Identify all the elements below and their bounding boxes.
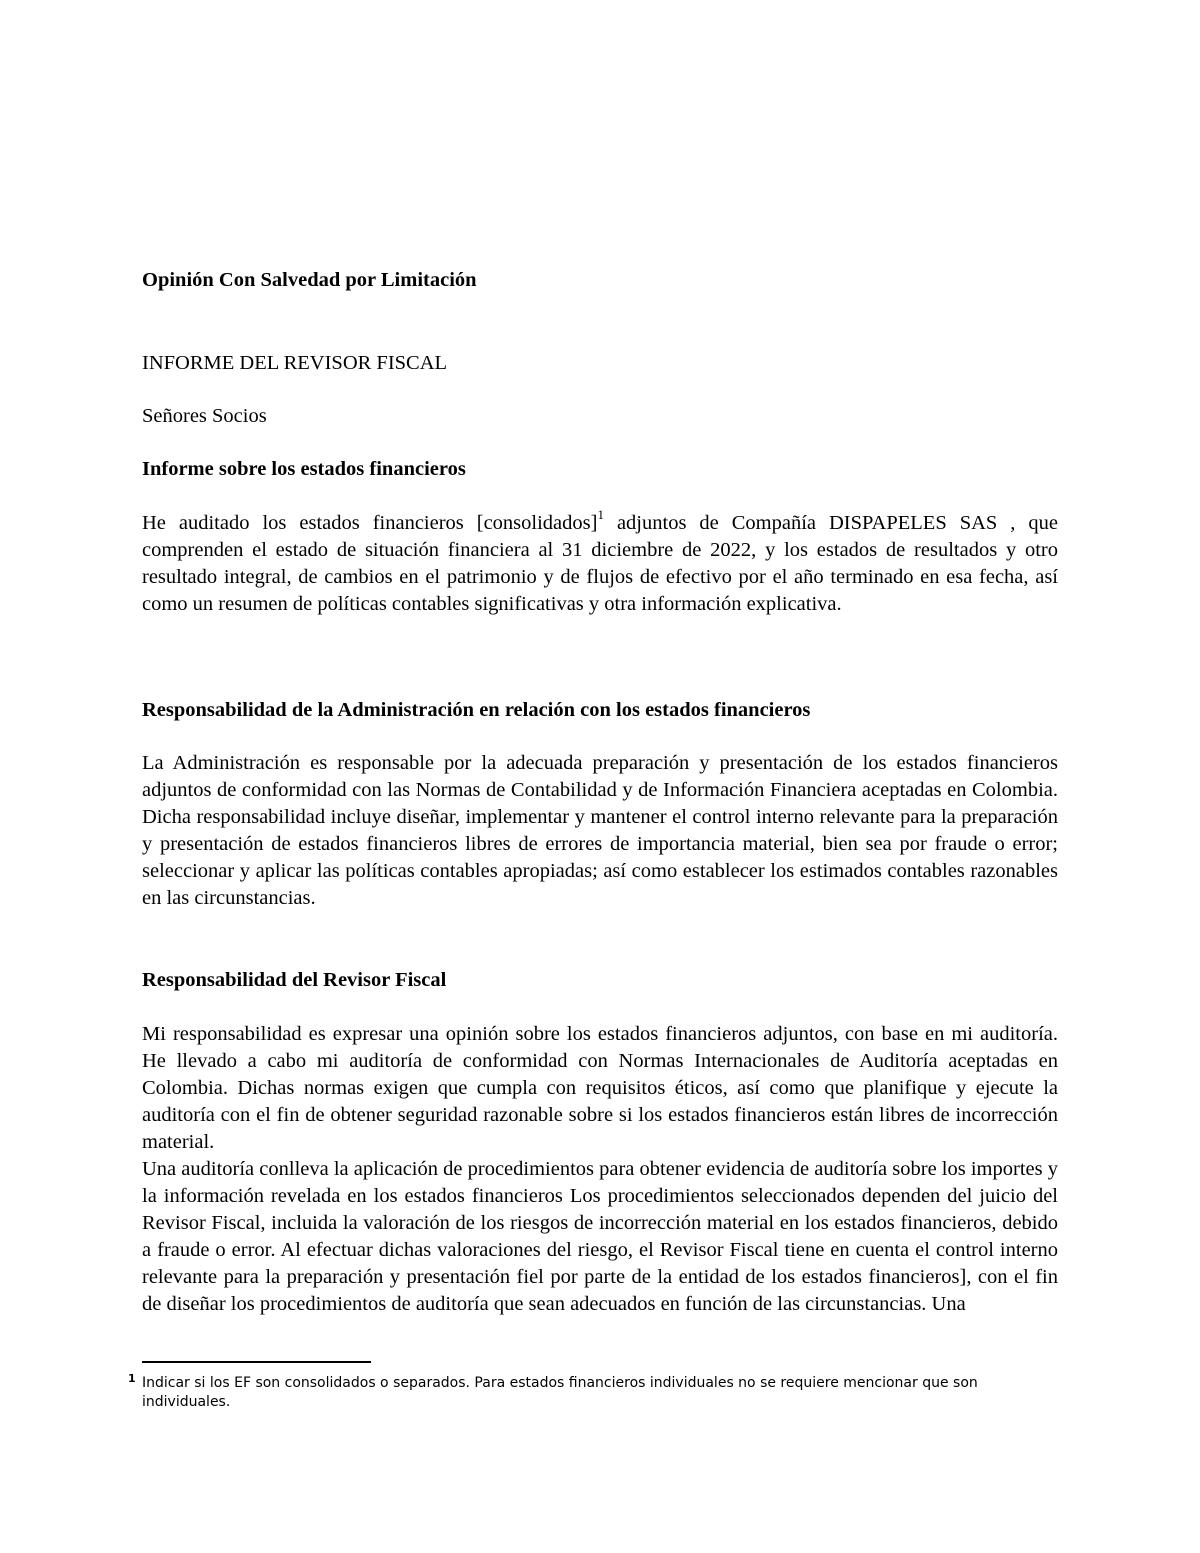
management-responsibility-paragraph: La Administración es responsable por la adecuada preparación y presentación de los estados financieros adjuntos de conformidad con las Normas de Contabilidad y de Información Financiera aceptadas en Colombia. Dicha responsabilidad incluye diseñar, implementar y mantener el control interno relevante para la preparación y presentación de estados financieros libres de errores de importancia material, bien sea por fraude o error; seleccionar y aplicar las políticas contables apropiadas; así como establecer los estimados contables razonables en las circunstancias. — [142, 752, 1058, 909]
paragraph-text-before-ref: He auditado los estados financieros [consolidados] — [142, 512, 598, 534]
salutation: Señores Socios — [142, 405, 267, 427]
footnote-number: 1 — [128, 1372, 136, 1385]
paragraph-text-after-ref: adjuntos de Compañía DISPAPELES SAS , que comprenden el estado de situación financiera al 31 diciembre de 2022, y los estados de resultados y otro resultado integral, de cambios en el patrimonio y de flujos de efectivo por el año terminado en esa fecha, así como un resumen de políticas contables significativas y otra información explicativa. — [142, 512, 1059, 615]
report-title: INFORME DEL REVISOR FISCAL — [142, 352, 448, 374]
management-responsibility-heading: Responsabilidad de la Administración en relación con los estados financieros — [142, 699, 811, 721]
auditor-responsibility-paragraph-1: Mi responsabilidad es expresar una opinión sobre los estados financieros adjuntos, con base en mi auditoría. He llevado a cabo mi auditoría de conformidad con Normas Internacionales de Auditoría aceptadas en Colombia. Dichas normas exigen que cumpla con requisitos éticos, así como que planifique y ejecute la auditoría con el fin de obtener seguridad razonable sobre si los estados financieros están libres de incorrección material. — [142, 1023, 1058, 1153]
footnote-separator — [142, 1361, 371, 1363]
footnote-text: Indicar si los EF son consolidados o separados. Para estados financieros individuales no se requiere mencionar que son individuales. — [142, 1375, 978, 1410]
financial-statements-paragraph — [142, 507, 1059, 618]
auditor-responsibility-paragraph-2: Una auditoría conlleva la aplicación de procedimientos para obtener evidencia de auditoría sobre los importes y la información revelada en los estados financieros Los procedimientos seleccionados dependen del juicio del Revisor Fiscal, incluida la valoración de los riesgos de incorrección material en los estados financieros, debido a fraude o error. Al efectuar dichas valoraciones del riesgo, el Revisor Fiscal tiene en cuenta el control interno relevante para la preparación y presentación fiel por parte de la entidad de los estados financieros], con el fin de diseñar los procedimientos de auditoría que sean adecuados en función de las circunstancias. Una — [142, 1158, 1058, 1315]
auditor-responsibility-heading: Responsabilidad del Revisor Fiscal — [142, 969, 447, 991]
footnote — [128, 1372, 1058, 1412]
footnote-reference[interactable]: 1 — [597, 507, 604, 523]
financial-statements-heading: Informe sobre los estados financieros — [142, 458, 466, 480]
opinion-type-heading: Opinión Con Salvedad por Limitación — [142, 269, 477, 291]
